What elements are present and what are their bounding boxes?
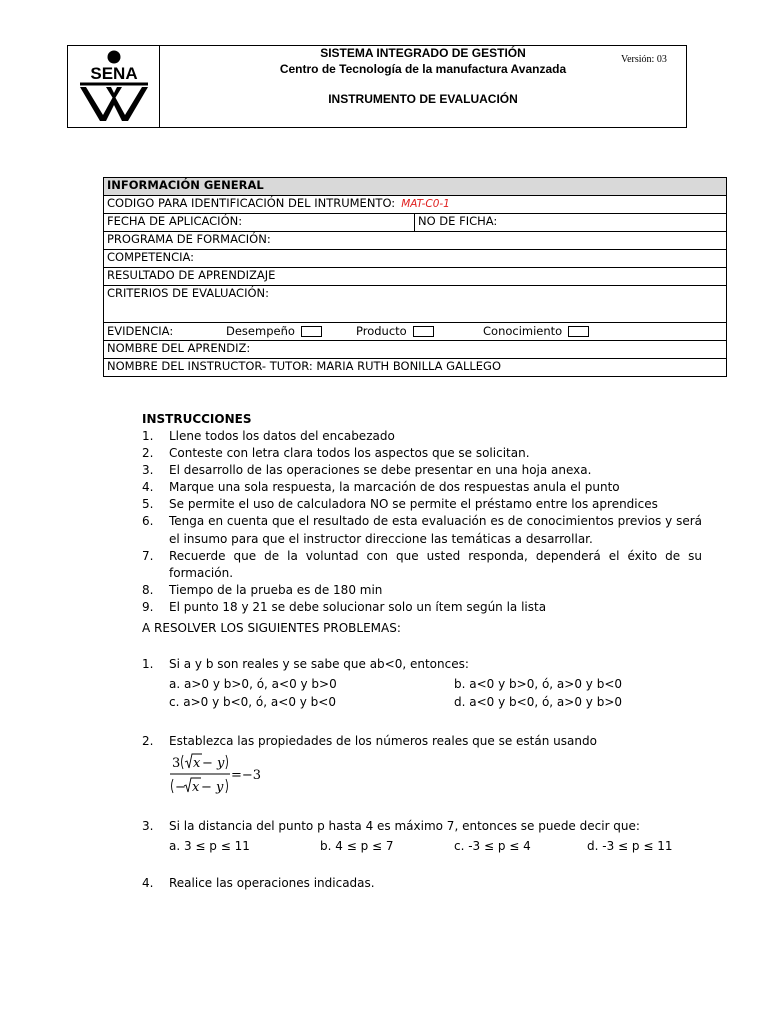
q2-formula — [168, 752, 278, 800]
list-item — [142, 599, 702, 616]
instrument-title: INSTRUMENTO DE EVALUACIÓN — [328, 92, 518, 106]
item-number: 3. — [142, 463, 154, 478]
desempeno-checkbox[interactable] — [301, 326, 322, 337]
q1-number: 1. — [142, 657, 154, 671]
formula-coef: 3 — [172, 756, 181, 771]
formula-neg: − — [175, 780, 186, 795]
desempeno-label: Desempeño — [226, 324, 295, 338]
q3-option-a[interactable]: a. 3 ≤ p ≤ 11 — [169, 839, 250, 853]
aprendiz-field[interactable]: NOMBRE DEL APRENDIZ: — [104, 341, 727, 359]
instructions-list — [142, 428, 702, 616]
list-item — [142, 548, 702, 582]
item-number: 9. — [142, 599, 154, 614]
item-text: Marque una sola respuesta, la marcación de dos respuestas anula el punto — [169, 480, 620, 495]
instructions-title: INSTRUCCIONES — [142, 412, 252, 426]
programa-field[interactable]: PROGRAMA DE FORMACIÓN: — [104, 232, 727, 250]
q1-option-a[interactable]: a. a>0 y b>0, ó, a<0 y b>0 — [169, 677, 337, 691]
q2-text: Establezca las propiedades de los números reales que se están usando — [169, 734, 597, 748]
item-number: 2. — [142, 446, 154, 461]
list-item — [142, 428, 702, 445]
evidencia-row — [104, 323, 727, 341]
item-number: 7. — [142, 548, 154, 563]
problems-heading: A RESOLVER LOS SIGUIENTES PROBLEMAS: — [142, 621, 401, 635]
q3-text: Si la distancia del punto p hasta 4 es máximo 7, entonces se puede decir que: — [169, 819, 640, 833]
q4-number: 4. — [142, 876, 154, 890]
item-text: Tenga en cuenta que el resultado de esta evaluación es de conocimientos previos y será el insumo para que el instructor direccione las temáticas a desarrollar. — [169, 514, 702, 546]
list-item — [142, 445, 702, 462]
conocimiento-checkbox[interactable] — [568, 326, 589, 337]
conocimiento-label: Conocimiento — [483, 324, 563, 338]
center-name: Centro de Tecnología de la manufactura Avanzada — [279, 62, 567, 76]
q1-text: Si a y b son reales y se sabe que ab<0, entonces: — [169, 657, 469, 671]
resultado-field[interactable]: RESULTADO DE APRENDIZAJE — [104, 268, 727, 286]
q1-option-b[interactable]: b. a<0 y b>0, ó, a>0 y b<0 — [454, 677, 623, 691]
item-number: 8. — [142, 582, 154, 597]
item-number: 4. — [142, 480, 154, 495]
logo-cell — [68, 46, 160, 127]
evidencia-label: EVIDENCIA: — [107, 324, 174, 338]
fecha-field[interactable]: FECHA DE APLICACIÓN: — [104, 214, 415, 232]
item-text: El desarrollo de las operaciones se debe presentar en una hoja anexa. — [169, 463, 592, 478]
q1-option-c[interactable]: c. a>0 y b<0, ó, a<0 y b<0 — [169, 695, 336, 709]
q3-option-d[interactable]: d. -3 ≤ p ≤ 11 — [587, 839, 673, 853]
q4-text: Realice las operaciones indicadas. — [169, 876, 375, 890]
item-text: Se permite el uso de calculadora NO se permite el préstamo entre los aprendices — [169, 497, 658, 512]
code-label: CODIGO PARA IDENTIFICACIÓN DEL INTRUMENTO: — [107, 196, 396, 210]
code-value: MAT-C0-1 — [401, 198, 450, 210]
q2-number: 2. — [142, 734, 154, 748]
version-label: Versión: 03 — [621, 54, 667, 65]
item-text: Tiempo de la prueba es de 180 min — [169, 582, 383, 597]
q1-option-d[interactable]: d. a<0 y b<0, ó, a>0 y b>0 — [454, 695, 623, 709]
formula-x-den: x — [192, 780, 200, 795]
item-text: El punto 18 y 21 se debe solucionar solo un ítem según la lista — [169, 599, 547, 614]
list-item — [142, 582, 702, 599]
item-text: Conteste con letra clara todos los aspectos que se solicitan. — [169, 446, 530, 461]
list-item — [142, 479, 702, 496]
list-item — [142, 513, 702, 547]
logo-text: SENA — [90, 64, 138, 83]
general-info-table — [103, 177, 727, 377]
formula-x-num: x — [193, 756, 201, 771]
competencia-field[interactable]: COMPETENCIA: — [104, 250, 727, 268]
formula-minus-y-num: − y — [202, 756, 225, 771]
instructor-field: NOMBRE DEL INSTRUCTOR- TUTOR: MARIA RUTH BONILLA GALLEGO — [104, 359, 727, 377]
list-item — [142, 462, 702, 479]
formula-rhs: =−3 — [231, 768, 262, 783]
document-header — [67, 45, 687, 128]
producto-checkbox[interactable] — [413, 326, 434, 337]
system-title: SISTEMA INTEGRADO DE GESTIÓN — [320, 46, 526, 60]
item-number: 5. — [142, 497, 154, 512]
item-number: 1. — [142, 429, 154, 443]
criterios-field[interactable]: CRITERIOS DE EVALUACIÓN: — [104, 286, 727, 323]
sena-logo — [76, 49, 152, 125]
q3-option-c[interactable]: c. -3 ≤ p ≤ 4 — [454, 839, 531, 853]
item-text: Llene todos los datos del encabezado — [169, 429, 395, 443]
info-title: INFORMACIÓN GENERAL — [104, 178, 727, 196]
q3-number: 3. — [142, 819, 154, 833]
item-number: 6. — [142, 514, 154, 529]
code-row — [104, 196, 727, 214]
ficha-field[interactable]: NO DE FICHA: — [415, 214, 727, 232]
item-text: Recuerde que de la voluntad con que usted responda, dependerá el éxito de su formación. — [169, 548, 702, 580]
producto-label: Producto — [356, 324, 407, 338]
list-item — [142, 496, 702, 513]
q3-option-b[interactable]: b. 4 ≤ p ≤ 7 — [320, 839, 394, 853]
formula-minus-y-den: − y — [201, 780, 224, 795]
